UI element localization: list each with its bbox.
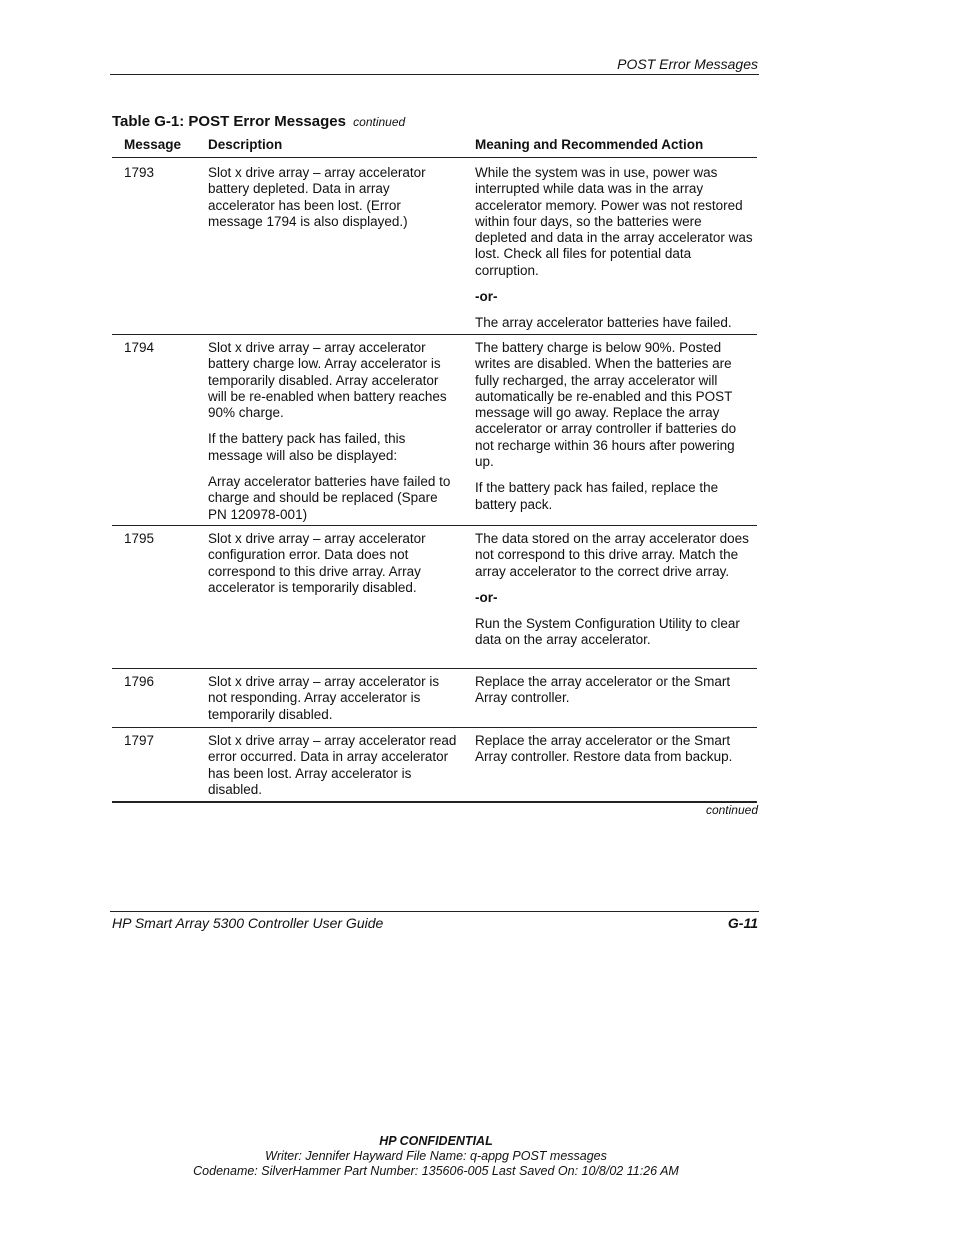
- header-rule: [110, 74, 759, 75]
- row-1794-description: [208, 340, 458, 523]
- meaning-paragraph: Replace the array accelerator or the Smart Array controller.: [475, 674, 731, 706]
- table-caption-text: Table G-1: POST Error Messages: [112, 113, 346, 130]
- row-1794-message: 1794: [124, 340, 155, 355]
- running-head: POST Error Messages: [617, 56, 758, 72]
- header-underline: [112, 157, 757, 158]
- description-paragraph: Slot x drive array – array accelerator battery depleted. Data in array accelerator has been lost. (Error message 1794 is also displayed.): [208, 165, 426, 229]
- row-1795-description: [208, 531, 458, 596]
- confidential-line-1: Writer: Jennifer Hayward File Name: q-appg POST messages: [265, 1149, 607, 1163]
- row-divider: [112, 727, 757, 728]
- row-1795-meaning: [475, 531, 755, 649]
- row-1797-description: [208, 733, 458, 798]
- description-paragraph: Array accelerator batteries have failed to charge and should be replaced (Spare PN 120978-001): [208, 474, 451, 522]
- row-1794-meaning: [475, 340, 755, 513]
- footer-title: HP Smart Array 5300 Controller User Guide: [112, 915, 384, 931]
- column-header-meaning: Meaning and Recommended Action: [475, 137, 704, 152]
- description-paragraph: Slot x drive array – array accelerator read error occurred. Data in array accelerator has been lost. Array accelerator is disabled.: [208, 733, 457, 797]
- row-1793-meaning: [475, 165, 755, 332]
- row-1793-message: 1793: [124, 165, 155, 180]
- table-bottom-rule: [112, 801, 757, 803]
- meaning-paragraph: The battery charge is below 90%. Posted writes are disabled. When the batteries are fully recharged, the array accelerator will automatically be re-enabled and this POST message will go away. Replace the array accelerator or array controller if batteries do not recharge within 36 hours after powering up.: [475, 340, 737, 470]
- confidential-line-2: Codename: SilverHammer Part Number: 135606-005 Last Saved On: 10/8/02 11:26 AM: [193, 1164, 679, 1178]
- footer-rule: [110, 911, 759, 912]
- row-1797-meaning: [475, 733, 755, 766]
- table-caption-note: continued: [353, 115, 406, 129]
- meaning-paragraph: The data stored on the array accelerator does not correspond to this drive array. Match the array accelerator to the correct drive array.: [475, 531, 749, 579]
- description-paragraph: Slot x drive array – array accelerator is not responding. Array accelerator is temporarily disabled.: [208, 674, 440, 722]
- column-header-description: Description: [208, 137, 283, 152]
- row-divider: [112, 668, 757, 669]
- meaning-paragraph: Run the System Configuration Utility to clear data on the array accelerator.: [475, 616, 740, 648]
- table-continued-note: continued: [705, 803, 758, 817]
- column-header-message: Message: [124, 137, 182, 152]
- or-separator: -or-: [475, 289, 498, 305]
- meaning-paragraph: The array accelerator batteries have failed.: [475, 315, 732, 331]
- page-number: G-11: [727, 915, 758, 931]
- meaning-paragraph: If the battery pack has failed, replace the battery pack.: [475, 480, 719, 512]
- or-separator: -or-: [475, 589, 498, 605]
- row-1796-meaning: [475, 674, 755, 707]
- row-1795-message: 1795: [124, 531, 155, 546]
- table-caption: [112, 113, 405, 130]
- description-paragraph: If the battery pack has failed, this message will also be displayed:: [208, 431, 406, 463]
- meaning-paragraph: Replace the array accelerator or the Smart Array controller. Restore data from backup.: [475, 733, 733, 765]
- description-paragraph: Slot x drive array – array accelerator battery charge low. Array accelerator is temporarily disabled. Array accelerator will be re-enabled when battery reaches 90% charge.: [208, 340, 447, 421]
- row-1797-message: 1797: [124, 733, 155, 748]
- row-1796-message: 1796: [124, 674, 155, 689]
- row-divider: [112, 334, 757, 335]
- meaning-paragraph: While the system was in use, power was interrupted while data was in the array accelerator memory. Power was not restored within four days, so the batteries were depleted and data in the array accelerator was lost. Check all files for potential data corruption.: [475, 165, 753, 278]
- description-paragraph: Slot x drive array – array accelerator configuration error. Data does not correspond to this drive array. Array accelerator is temporarily disabled.: [208, 531, 426, 595]
- row-1796-description: [208, 674, 458, 723]
- row-1793-description: [208, 165, 458, 230]
- confidential-label: HP CONFIDENTIAL: [379, 1134, 493, 1148]
- row-divider: [112, 525, 757, 526]
